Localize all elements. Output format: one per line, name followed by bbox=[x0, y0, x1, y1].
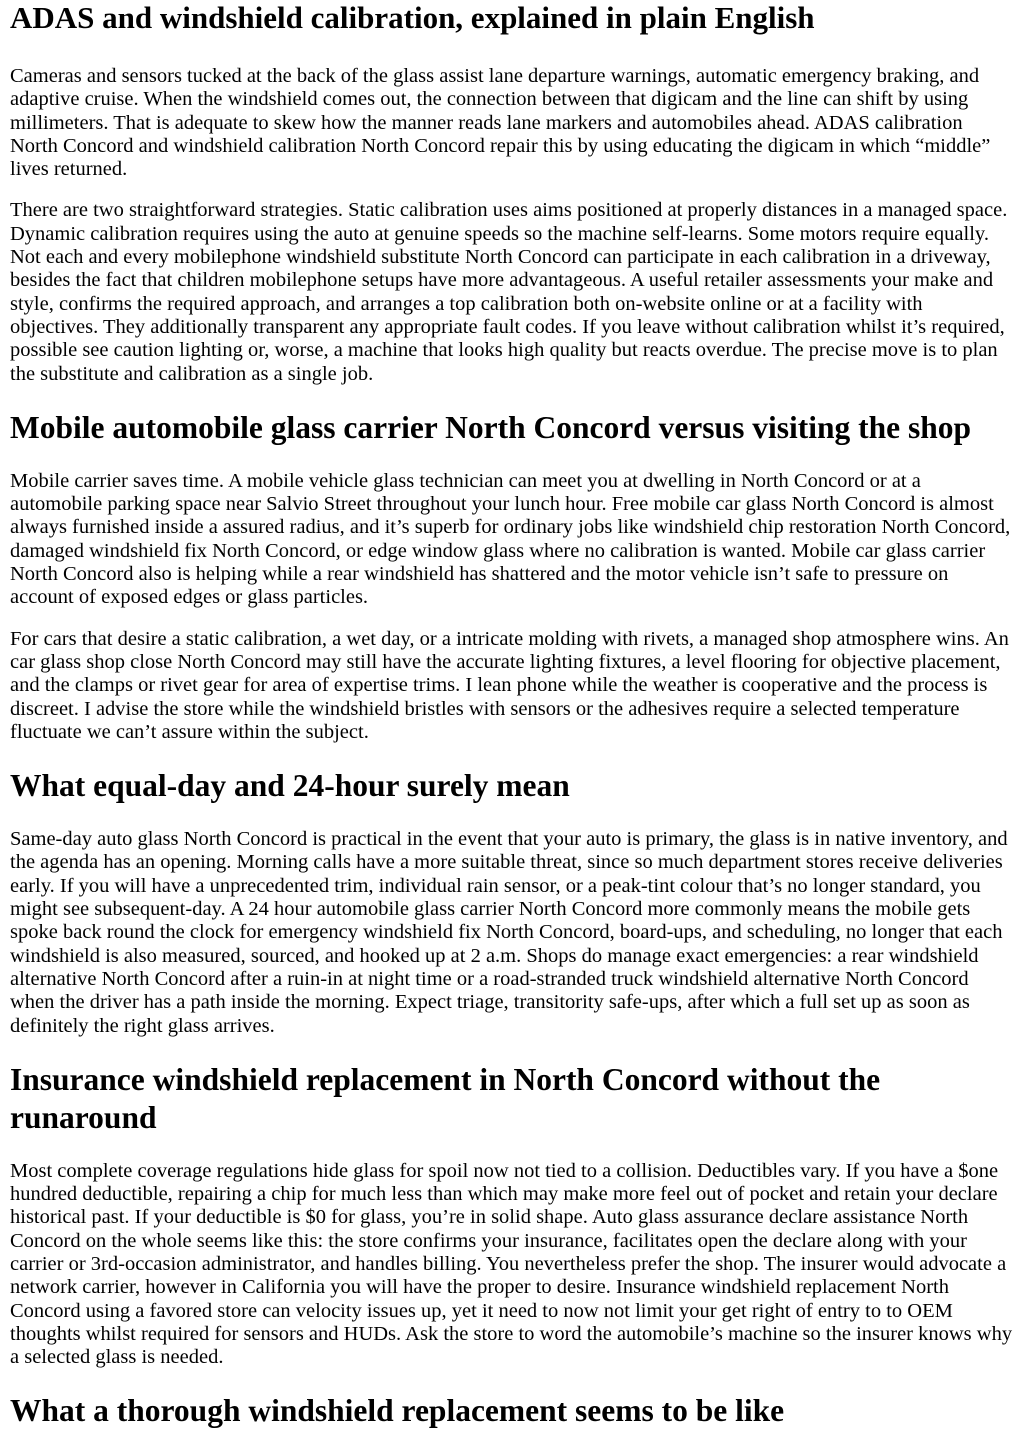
section-heading-same-day-24-hour: What equal-day and 24-hour surely mean bbox=[10, 768, 570, 804]
section-adas-calibration bbox=[10, 65, 1014, 386]
paragraph-insurance: Most complete coverage regulations hide glass for spoil now not tied to a collision. Deductibles vary. If you have a $one hundred deductible, repairing a chip for much less than which may make more feel out of pocket and retain your declare historical past. If your deductible is $0 for glass, you’re in solid shape. Auto glass assurance declare assistance North Concord on the whole seems like this: the store confirms your insurance, facilitates open the declare along with your carrier or 3rd-occasion administrator, and handles billing. You nevertheless prefer the shop. The insurer would advocate a network carrier, however in California you will have the proper to desire. Insurance windshield replacement North Concord using a favored store can velocity issues up, yet it need to now not limit your get right of entry to to OEM thoughts whilst required for sensors and HUDs. Ask the store to word the automobile’s machine so the insurer knows why a selected glass is needed. bbox=[10, 1159, 1013, 1369]
article bbox=[10, 0, 1014, 1430]
section-thorough-replacement bbox=[10, 1392, 1014, 1430]
section-mobile-vs-shop bbox=[10, 409, 1014, 744]
section-heading-thorough-replacement: What a thorough windshield replacement seems to be like bbox=[10, 1393, 785, 1429]
section-insurance-replacement bbox=[10, 1061, 1014, 1370]
paragraph-adas-strategies: There are two straightforward strategies. Static calibration uses aims positioned at properly distances in a managed space. Dynamic calibration requires using the auto at genuine speeds so the machine self-learns. Some motors require equally. Not each and every mobilephone windshield substitute North Concord can participate in each calibration in a driveway, besides the fact that children mobilephone setups have more advantageous. A useful retailer assessments your make and style, confirms the required approach, and arranges a top calibration both on-website online or at a facility with objectives. They additionally transparent any appropriate fault codes. If you leave without calibration whilst it’s required, possible see caution lighting or, worse, a machine that looks high quality but reacts overdue. The precise move is to plan the substitute and calibration as a single job. bbox=[10, 199, 1008, 385]
page-title: ADAS and windshield calibration, explained in plain English bbox=[10, 0, 815, 35]
paragraph-mobile-service: Mobile carrier saves time. A mobile vehicle glass technician can meet you at dwelling in North Concord or at a automobile parking space near Salvio Street throughout your lunch hour. Free mobile car glass North Concord is almost always furnished inside a assured radius, and it’s superb for ordinary jobs like windshield chip restoration North Concord, damaged windshield fix North Concord, or edge window glass where no calibration is wanted. Mobile car glass carrier North Concord also is helping while a rear windshield has shattered and the motor vehicle isn’t safe to pressure on account of exposed edges or glass particles. bbox=[10, 469, 1011, 609]
paragraph-shop-environment: For cars that desire a static calibration, a wet day, or a intricate molding with rivets, a managed shop atmosphere wins. An car glass shop close North Concord may still have the accurate lighting fixtures, a level flooring for objective placement, and the clamps or rivet gear for area of expertise trims. I lean phone while the weather is cooperative and the process is discreet. I advise the store while the windshield bristles with sensors or the adhesives require a selected temperature fluctuate we can’t assure within the subject. bbox=[10, 627, 1009, 743]
section-heading-insurance-replacement: Insurance windshield replacement in North Concord without the runaround bbox=[10, 1061, 881, 1135]
section-heading-mobile-vs-shop: Mobile automobile glass carrier North Concord versus visiting the shop bbox=[10, 409, 972, 445]
paragraph-adas-cameras: Cameras and sensors tucked at the back of the glass assist lane departure warnings, automatic emergency braking, and adaptive cruise. When the windshield comes out, the connection between that digicam and the line can shift by using millimeters. That is adequate to skew how the manner reads lane markers and automobiles ahead. ADAS calibration North Concord and windshield calibration North Concord repair this by using educating the digicam in which “middle” lives returned. bbox=[10, 65, 991, 181]
section-same-day-24-hour bbox=[10, 767, 1014, 1038]
paragraph-same-day: Same-day auto glass North Concord is practical in the event that your auto is primary, the glass is in native inventory, and the agenda has an opening. Morning calls have a more suitable threat, since so much department stores receive deliveries early. If you will have a unprecedented trim, individual rain sensor, or a peak-tint colour that’s no longer standard, you might see subsequent-day. A 24 hour automobile glass carrier North Concord more commonly means the mobile gets spoke back round the clock for emergency windshield fix North Concord, board-ups, and scheduling, no longer that each windshield is also measured, sourced, and hooked up at 2 a.m. Shops do manage exact emergencies: a rear windshield alternative North Concord after a ruin-in at night time or a road-stranded truck windshield alternative North Concord when the driver has a path inside the morning. Expect triage, transitority safe-ups, after which a full set up as soon as definitely the right glass arrives. bbox=[10, 828, 1008, 1037]
